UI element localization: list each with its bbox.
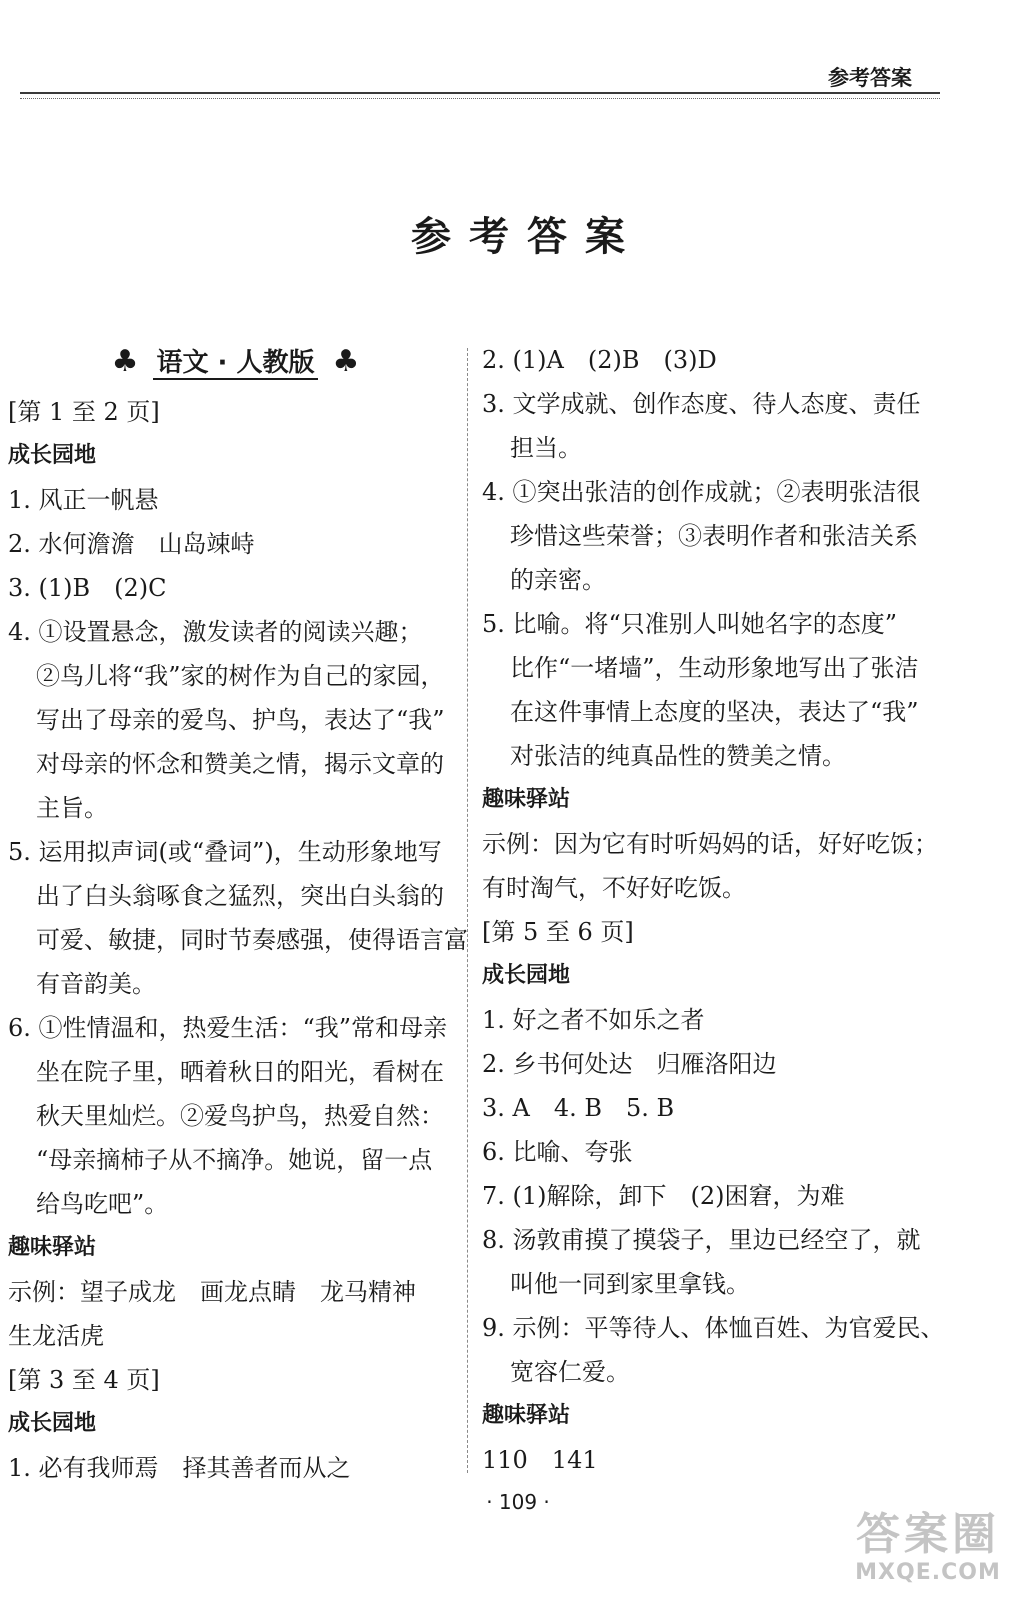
answer-line: 珍惜这些荣誉；③表明作者和张洁关系 [510, 522, 918, 550]
subsection-heading: 成长园地 [8, 443, 97, 468]
page-title: 参考答案 [411, 214, 643, 260]
answer-line: 给鸟吃吧”。 [36, 1190, 169, 1218]
answer-line: 有音韵美。 [36, 970, 156, 998]
answer-line: 3. (1)B (2)C [8, 574, 167, 602]
answer-line: 5. 比喻。将“只准别人叫她名字的态度” [482, 610, 898, 638]
answer-line: 7. (1)解除，卸下 (2)困窘，为难 [482, 1182, 845, 1210]
answer-line: 在这件事情上态度的坚决，表达了“我” [510, 698, 919, 726]
answer-line: 2. 水何澹澹 山岛竦峙 [8, 530, 255, 558]
answer-line: 写出了母亲的爱鸟、护鸟，表达了“我” [36, 706, 445, 734]
answer-line: 可爱、敏捷，同时节奏感强，使得语言富 [36, 926, 468, 954]
answer-line: [第 1 至 2 页] [8, 398, 160, 426]
answer-line: 有时淘气，不好好吃饭。 [482, 874, 746, 902]
answer-line: 1. 必有我师焉 择其善者而从之 [8, 1454, 351, 1482]
answer-line: 出了白头翁啄食之猛烈，突出白头翁的 [36, 882, 444, 910]
answer-line: 生龙活虎 [8, 1322, 104, 1350]
subsection-heading: 成长园地 [482, 963, 571, 988]
answer-line: 4. ①突出张洁的创作成就；②表明张洁很 [482, 478, 921, 506]
section-heading [8, 338, 463, 390]
answer-line: 2. (1)A (2)B (3)D [482, 346, 717, 374]
answer-line: 的亲密。 [510, 566, 606, 594]
watermark-main-text: 答案圈 [856, 1509, 1000, 1560]
left-answer-list [8, 390, 468, 1490]
answer-line: 8. 汤敦甫摸了摸袋子，里边已经空了，就 [482, 1226, 921, 1254]
answer-line: 对张洁的纯真品性的赞美之情。 [510, 742, 846, 770]
answer-line: 叫他一同到家里拿钱。 [510, 1270, 750, 1298]
answer-line: ②鸟儿将“我”家的树作为自己的家园， [36, 662, 445, 690]
answer-line: 担当。 [510, 434, 582, 462]
club-icon: ♣ [111, 344, 139, 379]
answer-line: 3. A 4. B 5. B [482, 1094, 675, 1122]
running-header: 参考答案 [828, 66, 912, 90]
answer-line: [第 5 至 6 页] [482, 918, 634, 946]
watermark-logo [838, 1510, 1018, 1586]
subsection-heading: 趣味驿站 [8, 1235, 97, 1260]
right-answer-list [482, 338, 945, 1482]
answer-line: 1. 风正一帆悬 [8, 486, 159, 514]
answer-line: 1. 好之者不如乐之者 [482, 1006, 705, 1034]
answer-line: 4. ①设置悬念，激发读者的阅读兴趣； [8, 618, 423, 646]
watermark-sub-text: MXQE.COM [855, 1560, 1001, 1585]
subsection-heading: 成长园地 [8, 1411, 97, 1436]
right-column [482, 338, 945, 1482]
answer-line: 110 141 [482, 1446, 598, 1474]
answer-line: 6. 比喻、夸张 [482, 1138, 633, 1166]
club-icon: ♣ [332, 344, 360, 379]
header-dotted-rule [20, 98, 940, 99]
subsection-heading: 趣味驿站 [482, 1403, 571, 1428]
answer-line: 9. 示例：平等待人、体恤百姓、为官爱民、 [482, 1314, 945, 1342]
answer-line: 秋天里灿烂。②爱鸟护鸟，热爱自然： [36, 1102, 444, 1130]
answer-line: 比作“一堵墙”，生动形象地写出了张洁 [510, 654, 919, 682]
answer-line: [第 3 至 4 页] [8, 1366, 160, 1394]
answer-line: 主旨。 [36, 794, 108, 822]
answer-line: 6. ①性情温和，热爱生活：“我”常和母亲 [8, 1014, 448, 1042]
header-rule [20, 92, 940, 94]
answer-line: 3. 文学成就、创作态度、待人态度、责任 [482, 390, 921, 418]
subsection-heading: 趣味驿站 [482, 787, 571, 812]
answer-line: 坐在院子里，晒着秋日的阳光，看树在 [36, 1058, 444, 1086]
left-column [8, 338, 468, 1490]
answer-line: 示例：因为它有时听妈妈的话，好好吃饭； [482, 830, 938, 858]
answer-line: 5. 运用拟声词(或“叠词”)，生动形象地写 [8, 838, 442, 866]
column-divider [467, 348, 468, 1473]
section-heading-text: 语文 · 人教版 [153, 348, 319, 380]
answer-line: 示例：望子成龙 画龙点睛 龙马精神 [8, 1278, 416, 1306]
answer-line: “母亲摘柿子从不摘净。她说，留一点 [36, 1146, 433, 1174]
answer-line: 2. 乡书何处达 归雁洛阳边 [482, 1050, 777, 1078]
page-number: · 109 · [486, 1490, 550, 1514]
answer-line: 对母亲的怀念和赞美之情，揭示文章的 [36, 750, 444, 778]
answer-line: 宽容仁爱。 [510, 1358, 630, 1386]
